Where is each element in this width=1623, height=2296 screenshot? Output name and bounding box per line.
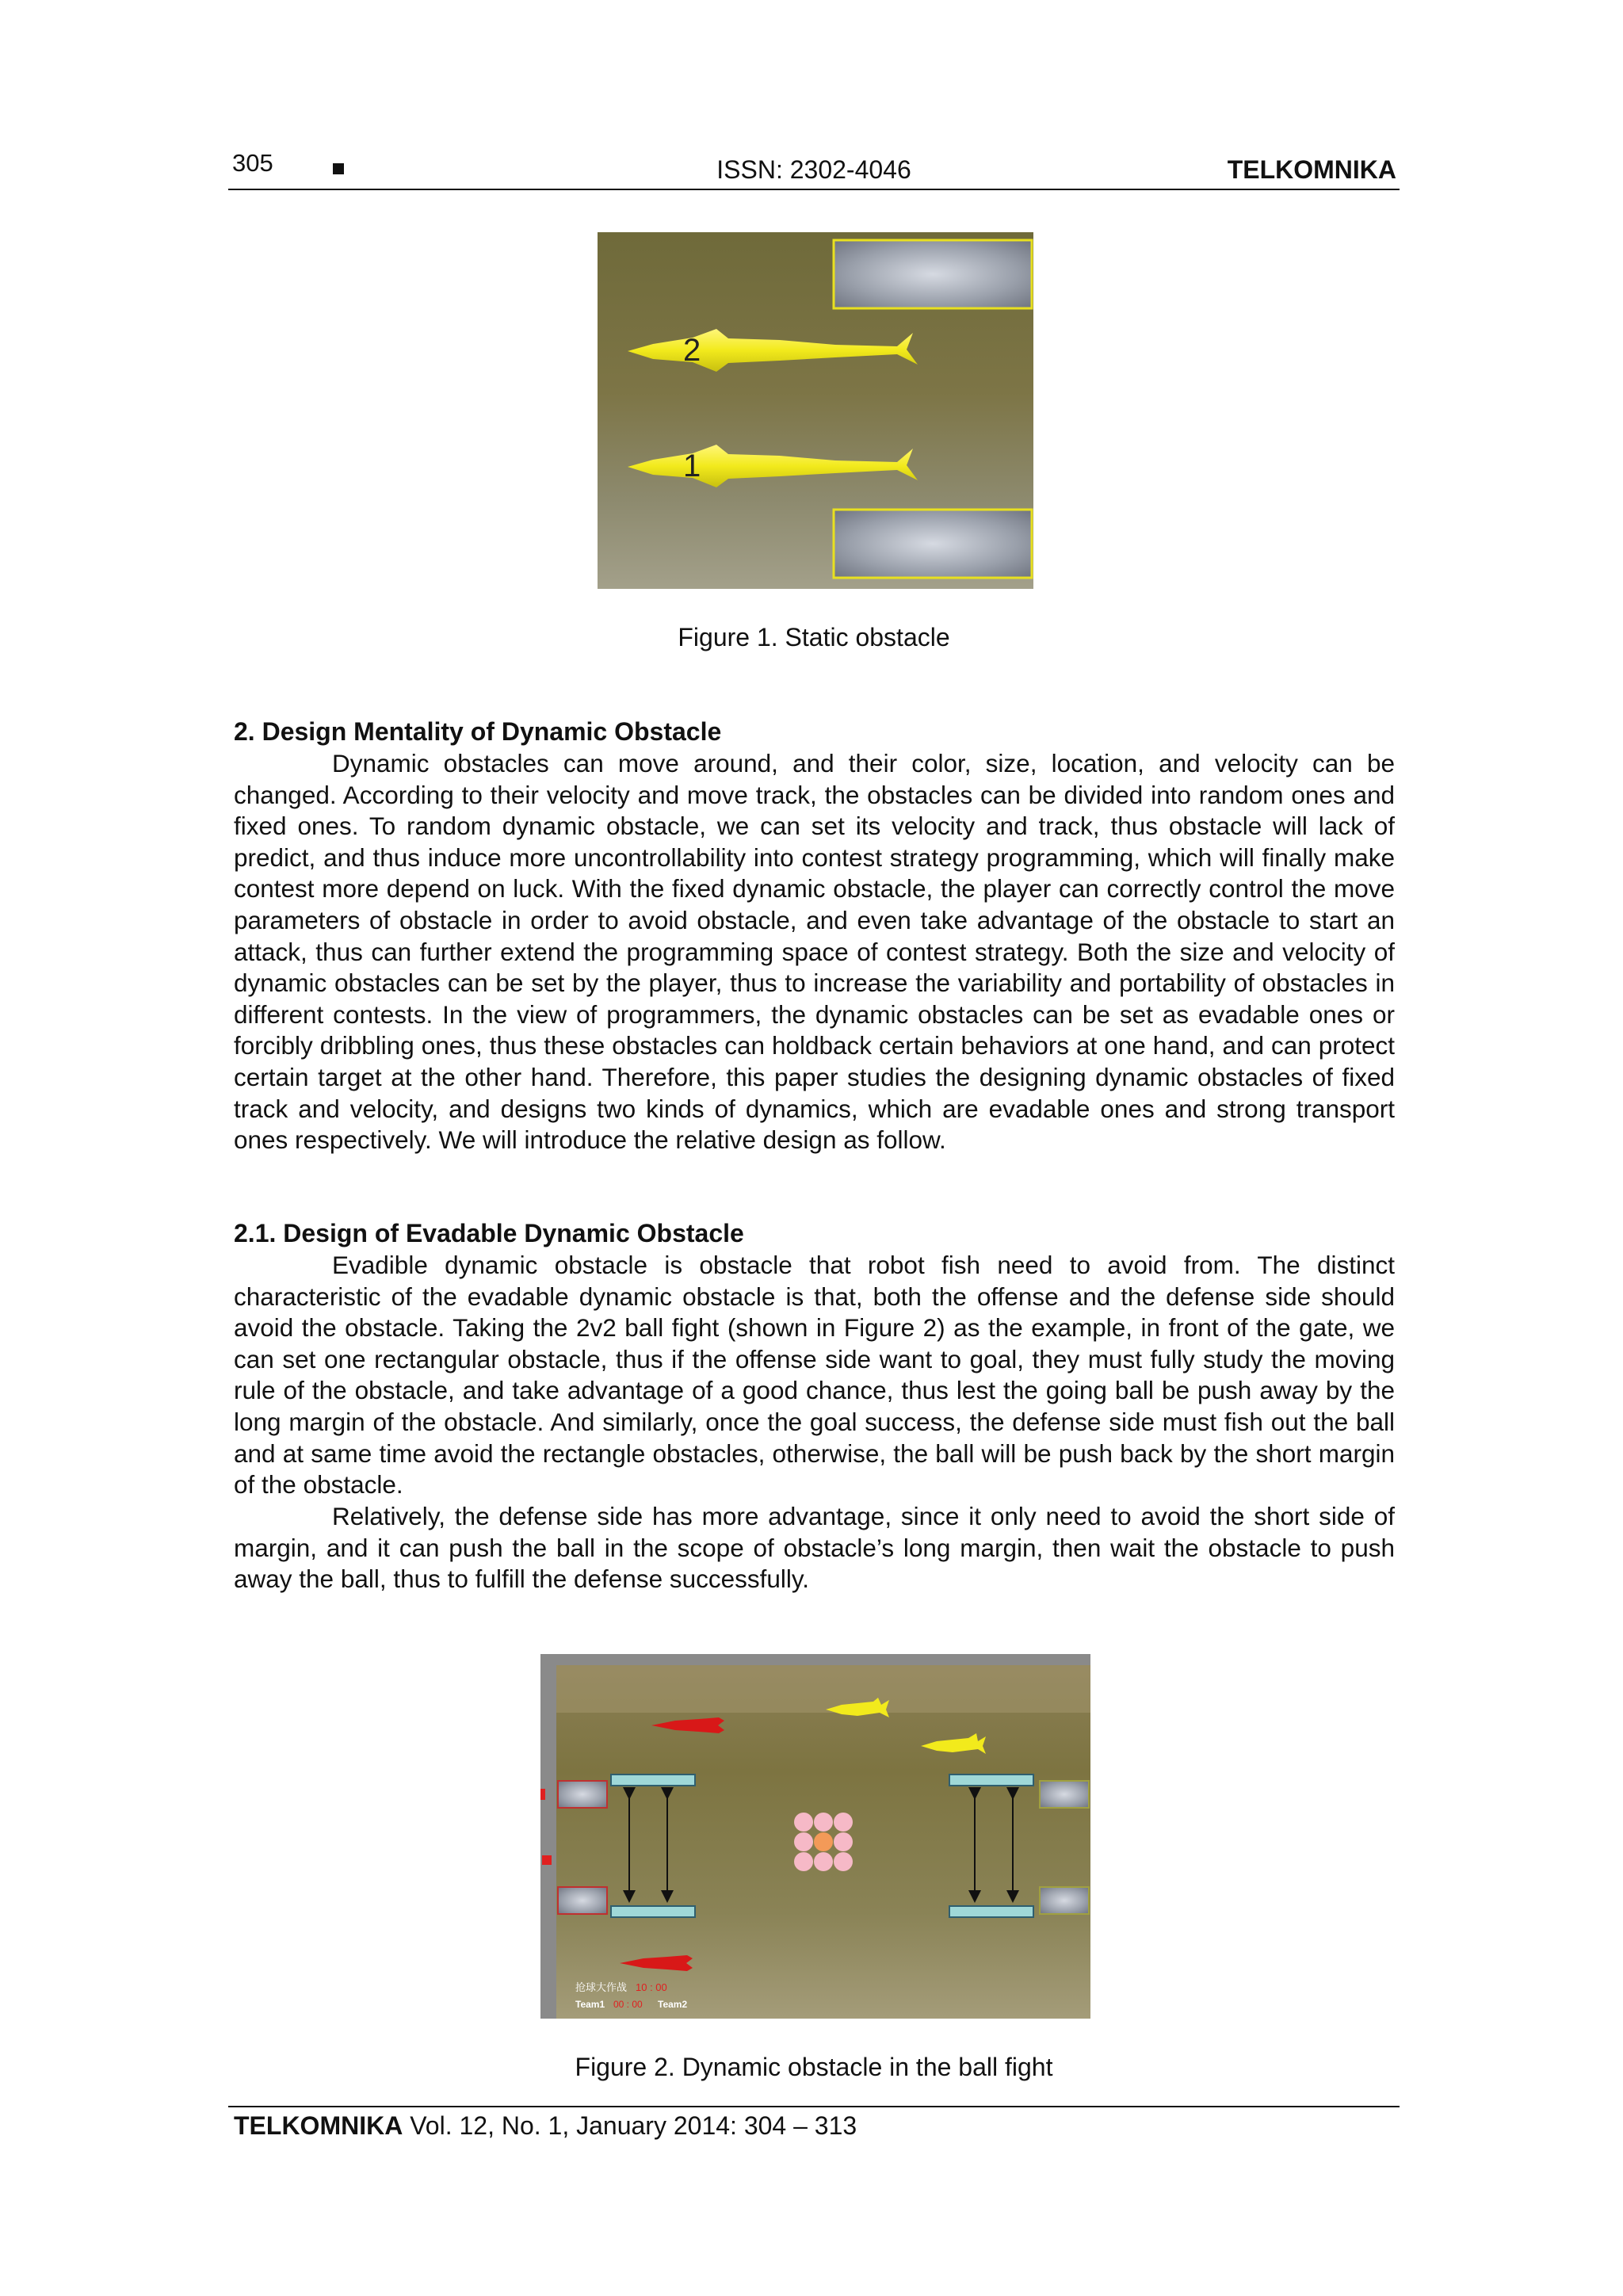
figure-1-image <box>598 232 1033 589</box>
footer-rule <box>228 2106 1400 2107</box>
section-2-paragraph <box>234 748 1395 1156</box>
hud-score: 00 : 00 <box>613 1999 643 2010</box>
footer-citation: Vol. 12, No. 1, January 2014: 304 – 313 <box>403 2111 857 2140</box>
section-2-1-paragraph-1 <box>234 1250 1395 1501</box>
figure-1-caption: Figure 1. Static obstacle <box>678 623 950 651</box>
section-2-1-heading: 2.1. Design of Evadable Dynamic Obstacle <box>234 1219 744 1247</box>
section-2-heading: 2. Design Mentality of Dynamic Obstacle <box>234 717 722 746</box>
ball-cluster <box>794 1813 853 1871</box>
hud-team2: Team2 <box>658 1999 688 2010</box>
section-2-text: Dynamic obstacles can move around, and their color, size, location, and velocity can be changed. According to their velocity and move track, the obstacles can be divided into random ones and fixed ones. To random dynamic obstacle, we can set its velocity and track, thus obstacle will lack of predict, and thus induce more uncontrollability into contest strategy programming, which will finally make contest more depend on luck. With the fixed dynamic obstacle, the player can correctly control the move parameters of obstacle in order to avoid obstacle, and even take advantage of the obstacle to start an attack, thus can further extend the programming space of contest strategy. Both the size and velocity of dynamic obstacles can be set by the player, thus to increase the variability and portability of obstacles in different contests. In the view of programmers, the dynamic obstacles can be set as evadable ones or forcibly dribbling ones, thus these obstacles can holdback certain behaviors at one hand, and can protect certain target at the other hand. Therefore, this paper studies the designing dynamic obstacles of fixed track and velocity, and designs two kinds of dynamics, which are evadable ones and strong transport ones respectively. We will introduce the relative design as follow. <box>234 749 1395 1155</box>
section-2-1-paragraph-2 <box>234 1501 1395 1595</box>
page-footer <box>234 2111 857 2141</box>
hud-title: 抢球大作战 <box>575 1982 628 1994</box>
section-2-1-text-2: Relatively, the defense side has more advantage, since it only need to avoid the short side of margin, and it can push the ball in the scope of obstacle’s long margin, then wait the obstacle to push away the ball, thus to fulfill the defense successfully. <box>234 1502 1395 1594</box>
header-rule <box>228 189 1400 190</box>
journal-name: TELKOMNIKA <box>1227 155 1396 184</box>
issn: ISSN: 2302-4046 <box>716 155 911 184</box>
hud-time: 10 : 00 <box>636 1981 667 1993</box>
figure-2-caption: Figure 2. Dynamic obstacle in the ball fight <box>575 2053 1053 2081</box>
hud-team1: Team1 <box>575 1999 605 2010</box>
page-header <box>228 147 1400 189</box>
footer-journal: TELKOMNIKA <box>234 2111 403 2140</box>
section-2-1-text-1: Evadible dynamic obstacle is obstacle that robot fish need to avoid from. The distinct characteristic of the evadable dynamic obstacle is that, both the offense and the defense side should avoid the obstacle. Taking the 2v2 ball fight (shown in Figure 2) as the example, in front of the gate, we can set one rectangular obstacle, thus if the offense side want to goal, they must fully study the moving rule of the obstacle, and take advantage of a good chance, thus lest the going ball be push away by the long margin of the obstacle. And similarly, once the goal success, the defense side must fish out the ball and at same time avoid the rectangle obstacles, otherwise, the ball will be push back by the short margin of the obstacle. <box>234 1251 1395 1499</box>
fish-2-label: 2 <box>683 333 701 368</box>
figure-2-image <box>540 1654 1090 2019</box>
page-number: 305 <box>232 149 273 177</box>
fish-1-label: 1 <box>683 449 701 483</box>
